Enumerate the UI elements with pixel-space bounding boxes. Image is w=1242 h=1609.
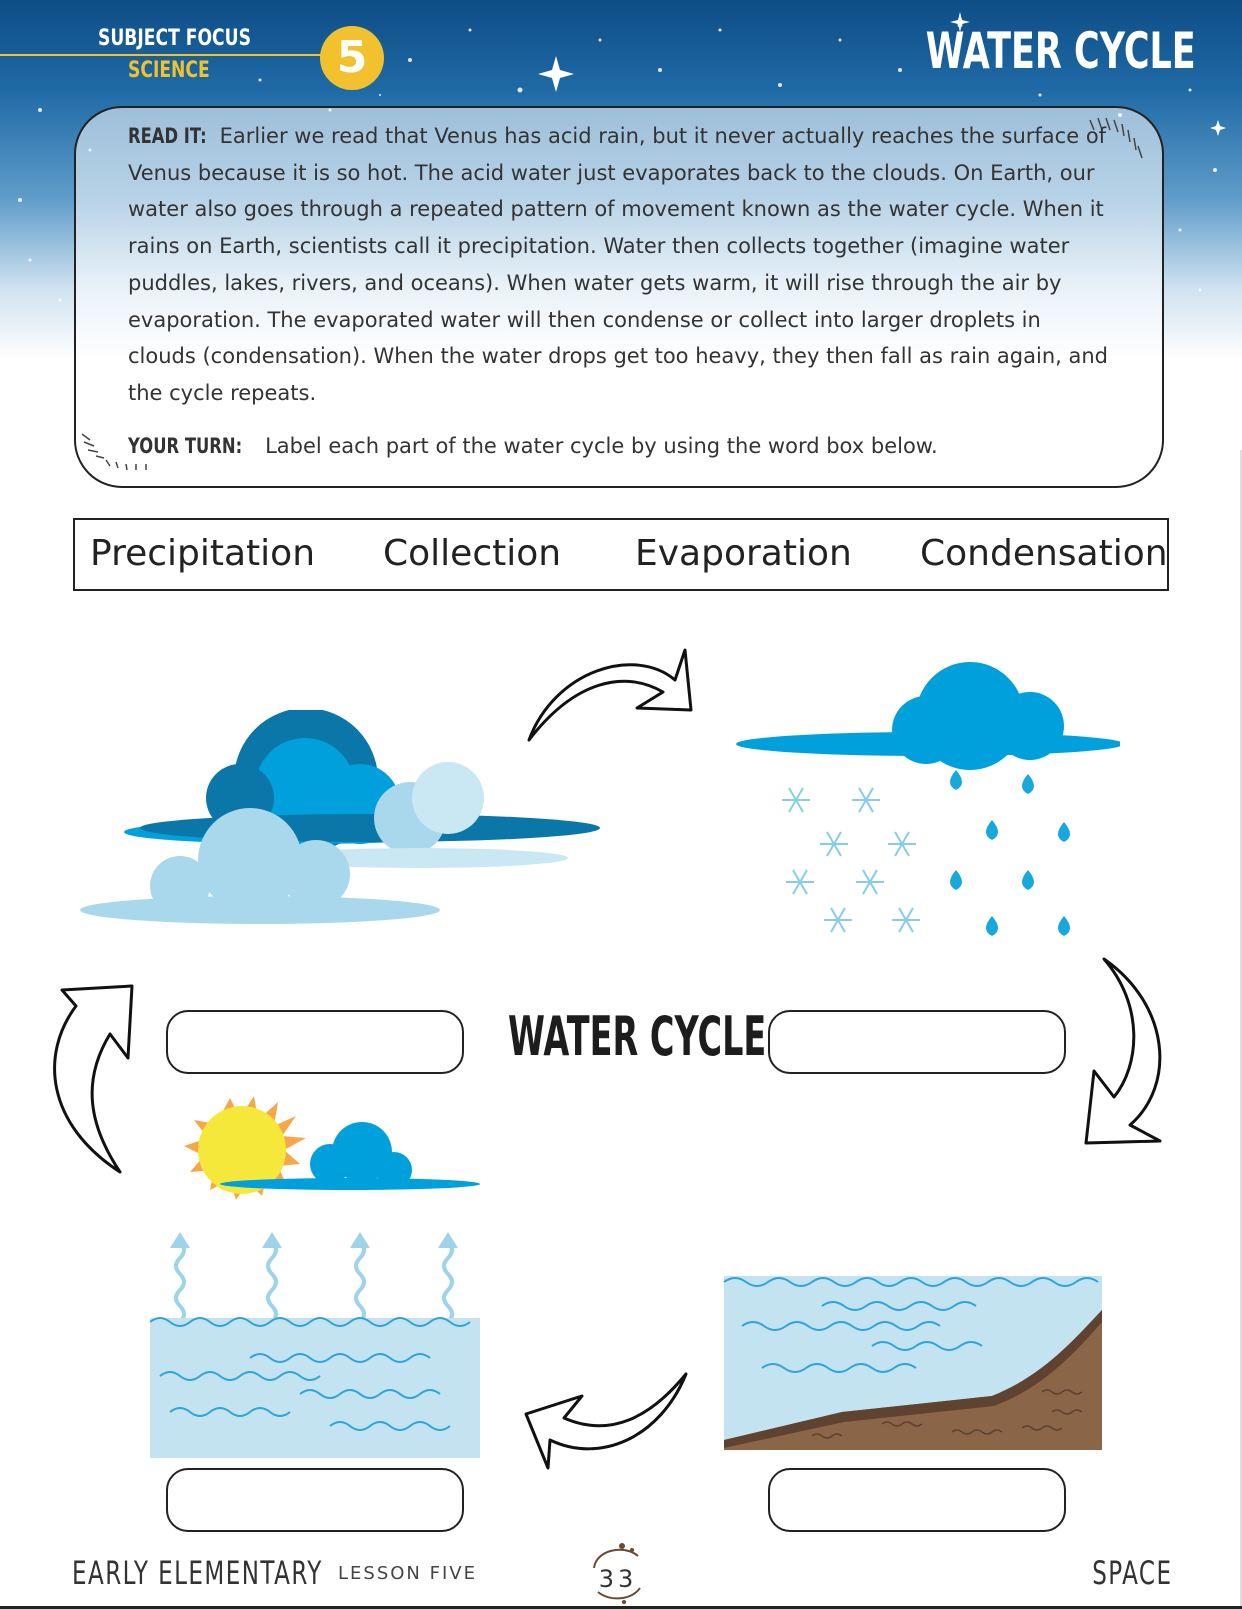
- arrow-right-icon: [1080, 955, 1190, 1155]
- read-it-text: Earlier we read that Venus has acid rain, but it never actually reaches the surface of Venus because it is so hot. The acid water just evaporates back to the clouds. On Earth, our water also goes through a repeated pattern of movement known as the water cycle. When it rains on Earth, scientists call it precipitation. Water then collects together (imagine water puddles, lakes, rivers, and oceans). When water gets warm, it will rise through the air by evaporation. The evaporated water will then condense or collect into larger droplets in clouds (condensation). When the water drops get too heavy, they then fall as rain again, and the cycle repeats.: [128, 124, 1109, 405]
- rain-snow-icon: [730, 660, 1120, 950]
- arrow-bottom-icon: [520, 1368, 690, 1478]
- word-condensation: Condensation: [920, 533, 1168, 574]
- lesson-number-badge: 5: [320, 26, 384, 90]
- footer-grade: EARLY ELEMENTARY: [72, 1554, 323, 1592]
- word-collection: Collection: [383, 533, 562, 574]
- word-evaporation: Evaporation: [635, 533, 852, 574]
- subject-focus-label: SUBJECT FOCUS: [98, 26, 251, 51]
- clouds-icon: [70, 710, 600, 950]
- your-turn-label: YOUR TURN:: [128, 434, 243, 458]
- word-precipitation: Precipitation: [90, 533, 316, 574]
- read-it-paragraph: [128, 118, 1108, 412]
- label-box-rain[interactable]: [768, 1010, 1066, 1074]
- label-box-clouds[interactable]: [166, 1010, 464, 1074]
- your-turn-instruction: [128, 434, 938, 458]
- footer-unit: SPACE: [1091, 1554, 1172, 1592]
- arrow-left-icon: [36, 984, 146, 1174]
- read-it-label: READ IT:: [128, 124, 207, 148]
- footer-lesson: LESSON FIVE: [338, 1563, 477, 1584]
- diagram-title: WATER CYCLE: [508, 1005, 767, 1068]
- arrow-top-icon: [525, 640, 705, 750]
- subject-underline: [0, 54, 330, 56]
- label-box-evaporation[interactable]: [166, 1468, 464, 1532]
- your-turn-text: Label each part of the water cycle by using the word box below.: [265, 434, 938, 458]
- water-collection-icon: [722, 1272, 1104, 1452]
- subject-name: SCIENCE: [128, 58, 210, 83]
- evaporation-icon: [150, 1092, 485, 1458]
- page-title: WATER CYCLE: [925, 22, 1196, 80]
- page-number: 33: [598, 1565, 638, 1593]
- label-box-collection[interactable]: [768, 1468, 1066, 1532]
